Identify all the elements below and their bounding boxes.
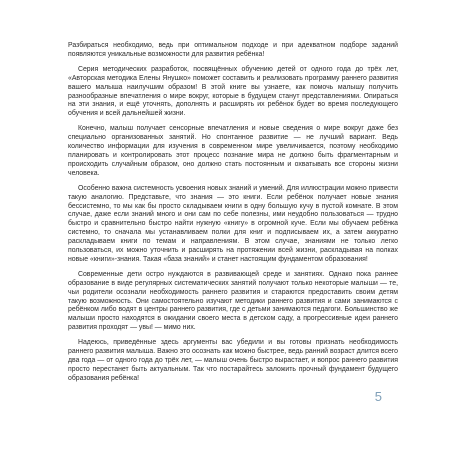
- paragraph-1: Разбираться необходимо, ведь при оптимальном подходе и при адекватном подборе заданий появляются уникальные возможности для развития ребёнка!: [68, 42, 398, 58]
- page-number: 5: [374, 389, 382, 404]
- paragraph-3: Конечно, малыш получает сенсорные впечатления и новые сведения о мире вокруг даже без специально организованных занятий. Но спонтанное развитие — не лучший вариант. Ведь количество информации для изучения в современном мире увеличивается, поэтому необходимо планировать и контролировать этот процесс познание мира не должно быть фрагментарным и происходить случайным образом, оно должно стать постоянным и охватывать все стороны жизни человека.: [68, 125, 398, 177]
- paragraph-2: Серия методических разработок, посвящённых обучению детей от одного года до трёх лет, «Авторская методика Елены Янушко» поможет составить и реализовать программу раннего развития вашего малыша наилучшим образом! В этой книге вы узнаете, как помочь малышу получить разнообразные впечатления о мире вокруг, которые в будущем станут представлениями. Опираться на эти знания, и ещё уточнять, дополнять и расширять их ребёнок будет во время последующего обучения и всей дальнейшей жизни.: [68, 65, 398, 118]
- paragraph-4: Особенно важна системность усвоения новых знаний и умений. Для иллюстрации можно привести такую аналогию. Представьте, что знания — это книги. Если ребёнок получает новые знания бессистемно, то мы как бы просто складываем книги в одну большую кучу в пустой комнате. В этом случае, даже если знаний много и они сам по себе полезны, ими неудобно пользоваться — трудно быстро и сравнительно быстро найти нужную «книгу» в огромной куче. Если мы обучаем ребёнка системно, то сначала мы устанавливаем полки для книг и подписываем их, а затем аккуратно раскладываем книги по темам и направлениям. В этом случае, знаниями не только легко пользоваться, их можно уточнить и расширять на протяжении всей жизни, раскладывая на полках новые «книги»-знания. Такая «база знаний» и станет настоящим фундаментом образования!: [68, 184, 398, 263]
- paragraph-5: Современные дети остро нуждаются в развивающей среде и занятиях. Однако пока раннее образование в виде регулярных систематических занятий получают только некоторые малыши — те, чьи родители осознали необходимость раннего развития и стараются предоставить своим детям такую возможность. Они самостоятельно изучают методики раннего развития и сами занимаются с ребёнком либо водят в центры раннего развития, где с детьми занимаются педагоги. Большинство же малыши просто находятся в ожидании своего места в детском саду, а прогрессивные идеи раннего развития проходят — увы! — мимо них.: [68, 270, 398, 332]
- paragraph-6: Надеюсь, приведённые здесь аргументы вас убедили и вы готовы признать необходимость раннего развития малыша. Важно это осознать как можно быстрее, ведь ранний возраст длится всего два года — от одного года до трёх лет, — малыш очень быстро вырастает, и вопрос раннего развития просто перестанет быть актуальным. Так что постарайтесь заложить прочный фундамент будущего образования ребёнка!: [68, 339, 398, 382]
